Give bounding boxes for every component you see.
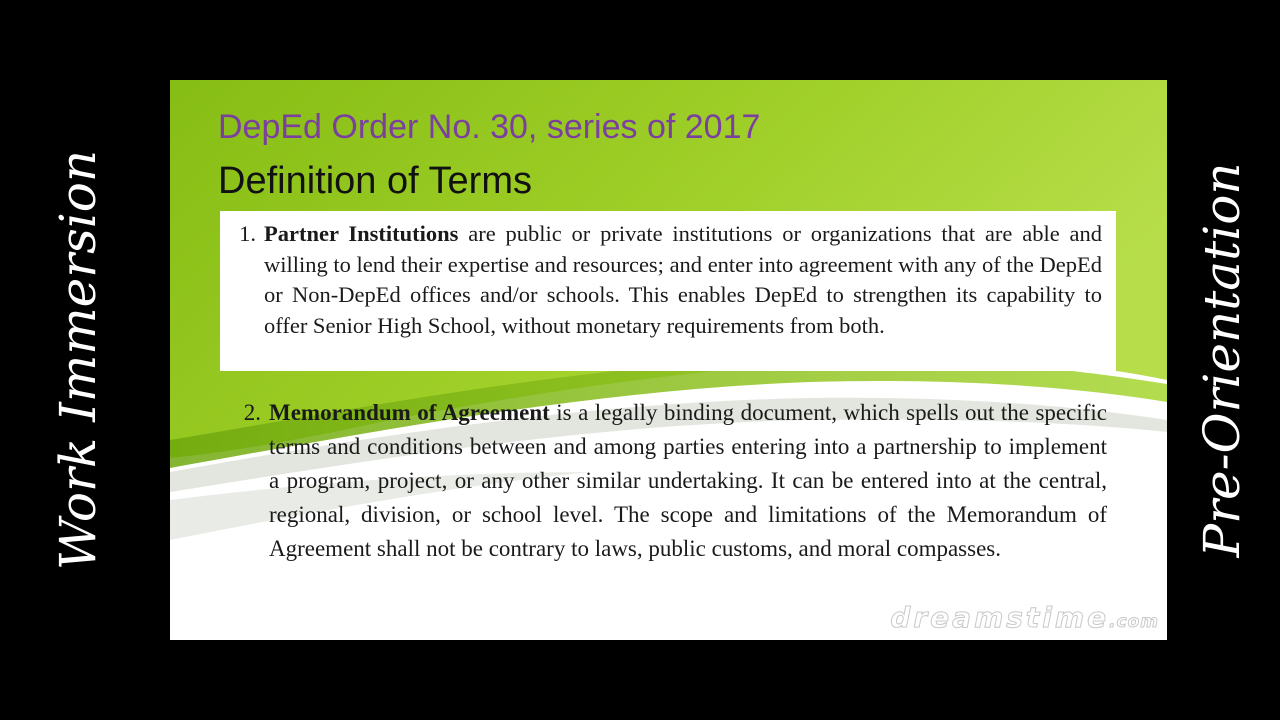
watermark-main: dreamstime (890, 601, 1110, 634)
term-number: 1. (239, 221, 256, 246)
watermark (890, 601, 1159, 634)
term-memorandum-of-agreement (225, 390, 1115, 600)
term-name: Partner Institutions (264, 221, 459, 246)
term-partner-institutions (220, 211, 1116, 371)
side-label-pre-orientation: Pre-Orientation (1193, 162, 1251, 558)
slide-subtitle: DepEd Order No. 30, series of 2017 (218, 108, 761, 146)
term-definition: is a legally binding document, which spells out the specific terms and conditions between and among parties entering into a partnership to implement a program, project, or any other similar undertaking. It can be entered into at the central, regional, division, or school level. The scope and limitations of the Memorandum of Agreement shall not be contrary to laws, public customs, and moral compasses. (269, 400, 1107, 561)
side-label-work-immersion: Work Immersion (49, 149, 107, 571)
term-number: 2. (243, 400, 261, 425)
slide (170, 80, 1167, 640)
term-definition: are public or private institutions or organizations that are able and willing to lend their expertise and resources; and enter into agreement with any of the DepEd or Non-DepEd offices and/or schools. This enables DepEd to strengthen its capability to offer Senior High School, without monetary requirements from both. (264, 221, 1102, 338)
watermark-suffix: .com (1109, 612, 1159, 632)
slide-title: Definition of Terms (218, 160, 532, 202)
term-name: Memorandum of Agreement (269, 400, 550, 425)
